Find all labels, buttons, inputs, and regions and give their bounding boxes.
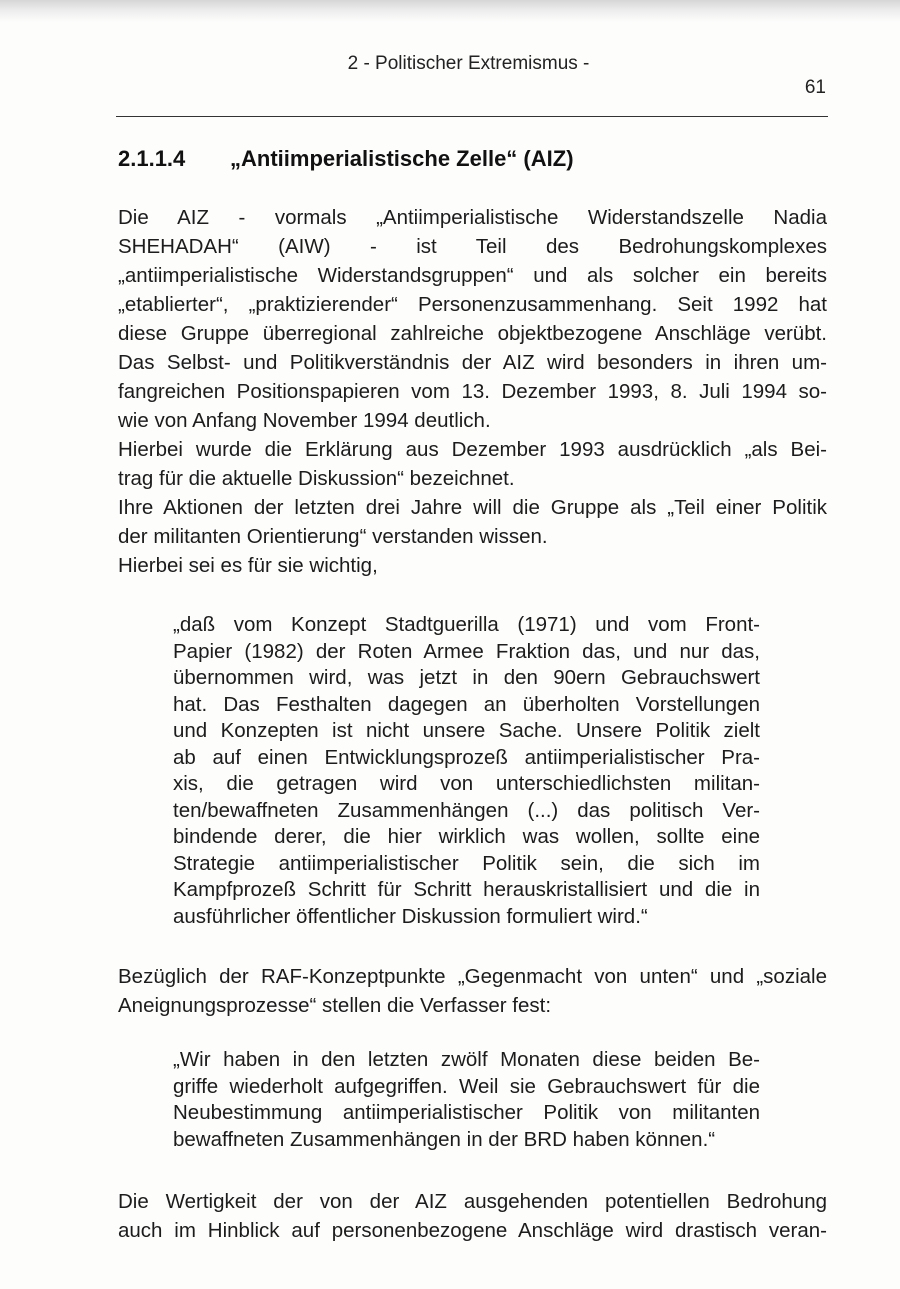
quote-line: bindende derer, die hier wirklich was wollen, sollte eine	[173, 825, 760, 848]
quote-line: bewaffneten Zusammenhängen in der BRD haben können.“	[173, 1127, 716, 1151]
section-title: „Antiimperialistische Zelle“ (AIZ)	[230, 146, 574, 171]
text-line: „antiimperialistische Widerstandsgruppen“ und als solcher ein bereits	[118, 264, 827, 287]
text-line: „etablierter“, „praktizierender“ Personenzusammenhang. Seit 1992 hat	[118, 293, 827, 316]
paragraph-intro	[118, 203, 827, 580]
quote-line: Neubestimmung antiimperialistischer Politik von militanten	[173, 1101, 760, 1124]
quote-line: griffe wiederholt aufgegriffen. Weil sie Gebrauchswert für die	[173, 1074, 760, 1098]
text-line: Aneignungsprozesse“ stellen die Verfasser fest:	[118, 994, 552, 1017]
text-line: Das Selbst- und Politikverständnis der AIZ wird besonders in ihren um-	[118, 351, 827, 374]
block-quote-2	[173, 1047, 760, 1153]
text-line: trag für die aktuelle Diskussion“ bezeichnet.	[118, 467, 515, 490]
text-line: Die Wertigkeit der von der AIZ ausgehenden potentiellen Bedrohung	[118, 1190, 827, 1213]
text-line: Hierbei sei es für sie wichtig,	[118, 554, 378, 577]
text-line: SHEHADAH“ (AIW) - ist Teil des Bedrohungskomplexes	[118, 235, 827, 258]
paragraph-threat-assessment	[118, 1187, 827, 1245]
quote-line: Papier (1982) der Roten Armee Fraktion das, und nur das,	[173, 639, 760, 663]
text-line: Die AIZ - vormals „Antiimperialistische Widerstandszelle Nadia	[118, 206, 827, 229]
text-line: diese Gruppe überregional zahlreiche objektbezogene Anschläge verübt.	[118, 322, 827, 345]
text-line: auch im Hinblick auf personenbezogene Anschläge wird drastisch veran-	[118, 1219, 827, 1242]
quote-line: Kampfprozeß Schritt für Schritt herauskristallisiert und die in	[173, 878, 760, 901]
text-line: fangreichen Positionspapieren vom 13. Dezember 1993, 8. Juli 1994 so-	[118, 380, 827, 403]
running-head: 2 - Politischer Extremismus -	[347, 53, 590, 74]
quote-line: ab auf einen Entwicklungsprozeß antiimperialistischer Pra-	[173, 745, 760, 769]
text-line: Bezüglich der RAF-Konzeptpunkte „Gegenmacht von unten“ und „soziale	[118, 965, 827, 988]
text-line: wie von Anfang November 1994 deutlich.	[118, 409, 491, 432]
quote-line: „Wir haben in den letzten zwölf Monaten diese beiden Be-	[173, 1048, 760, 1071]
header-rule	[116, 116, 828, 117]
text-line: der militanten Orientierung“ verstanden wissen.	[118, 525, 548, 548]
quote-line: hat. Das Festhalten dagegen an überholten Vorstellungen	[173, 692, 760, 716]
quote-line: ten/bewaffneten Zusammenhängen (...) das politisch Ver-	[173, 798, 760, 822]
section-number: 2.1.1.4	[118, 146, 186, 171]
quote-line: übernommen wird, was jetzt in den 90ern Gebrauchswert	[173, 666, 760, 689]
quote-line: Strategie antiimperialistischer Politik sein, die sich im	[173, 851, 760, 875]
quote-line: „daß vom Konzept Stadtguerilla (1971) und vom Front-	[173, 613, 760, 636]
paragraph-raf-concepts	[118, 962, 827, 1020]
page-number: 61	[804, 77, 826, 98]
quote-line: und Konzepten ist nicht unsere Sache. Unsere Politik zielt	[173, 719, 760, 742]
quote-line: ausführlicher öffentlicher Diskussion formuliert wird.“	[173, 904, 648, 928]
section-heading	[118, 146, 574, 172]
text-line: Hierbei wurde die Erklärung aus Dezember 1993 ausdrücklich „als Bei-	[118, 438, 827, 461]
block-quote-1	[173, 612, 760, 930]
text-line: Ihre Aktionen der letzten drei Jahre will die Gruppe als „Teil einer Politik	[118, 496, 827, 519]
quote-line: xis, die getragen wird von unterschiedlichsten militan-	[173, 772, 760, 795]
